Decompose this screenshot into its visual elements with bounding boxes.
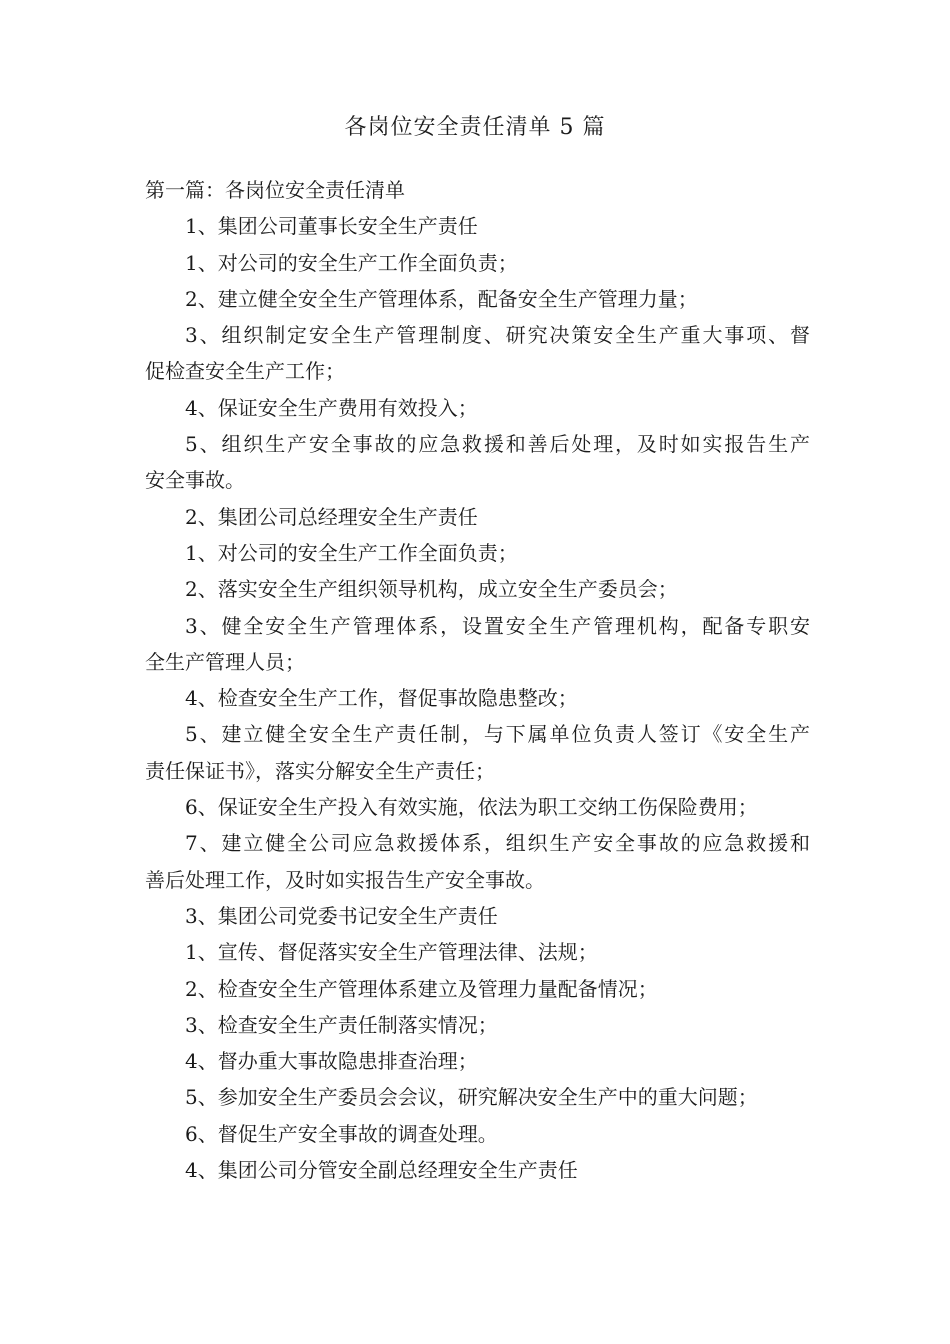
subsection-heading: 3、集团公司党委书记安全生产责任: [185, 903, 498, 928]
list-item: 2、检查安全生产管理体系建立及管理力量配备情况；: [185, 976, 658, 1001]
list-item: 6、督促生产安全事故的调查处理。: [185, 1121, 498, 1146]
subsection-heading: 2、集团公司总经理安全生产责任: [185, 504, 478, 529]
list-item: 4、保证安全生产费用有效投入；: [185, 395, 478, 420]
list-item-continuation: 责任保证书》，落实分解安全生产责任；: [145, 758, 495, 783]
list-item: 3、健全安全生产管理体系，设置安全生产管理机构，配备专职安: [185, 613, 810, 638]
list-item: 3、检查安全生产责任制落实情况；: [185, 1012, 498, 1037]
list-item-continuation: 促检查安全生产工作；: [145, 359, 345, 384]
list-item: 4、检查安全生产工作，督促事故隐患整改；: [185, 686, 578, 711]
list-item-continuation: 善后处理工作，及时如实报告生产安全事故。: [145, 867, 545, 892]
document-body: [145, 172, 810, 1188]
list-item: 1、对公司的安全生产工作全面负责；: [185, 250, 518, 275]
list-item-continuation: 安全事故。: [145, 468, 245, 493]
list-item: 5、组织生产安全事故的应急救援和善后处理，及时如实报告生产: [185, 432, 810, 457]
section-heading: 第一篇：各岗位安全责任清单: [145, 178, 405, 202]
list-item: 1、对公司的安全生产工作全面负责；: [185, 540, 518, 565]
list-item: 7、建立健全公司应急救援体系，组织生产安全事故的应急救援和: [185, 831, 810, 856]
document-title: 各岗位安全责任清单 5 篇: [344, 115, 606, 140]
subsection-heading: 1、集团公司董事长安全生产责任: [185, 214, 478, 239]
list-item: 5、参加安全生产委员会会议，研究解决安全生产中的重大问题；: [185, 1085, 758, 1110]
list-item: 3、组织制定安全生产管理制度、研究决策安全生产重大事项、督: [185, 323, 810, 348]
list-item: 6、保证安全生产投入有效实施，依法为职工交纳工伤保险费用；: [185, 795, 758, 820]
subsection-heading: 4、集团公司分管安全副总经理安全生产责任: [185, 1158, 578, 1183]
list-item: 5、建立健全安全生产责任制，与下属单位负责人签订《安全生产: [185, 722, 810, 747]
list-item-continuation: 全生产管理人员；: [145, 649, 305, 674]
list-item: 1、宣传、督促落实安全生产管理法律、法规；: [185, 940, 598, 965]
list-item: 4、督办重大事故隐患排查治理；: [185, 1049, 478, 1074]
list-item: 2、落实安全生产组织领导机构，成立安全生产委员会；: [185, 577, 678, 602]
list-item: 2、建立健全安全生产管理体系，配备安全生产管理力量；: [185, 286, 698, 311]
